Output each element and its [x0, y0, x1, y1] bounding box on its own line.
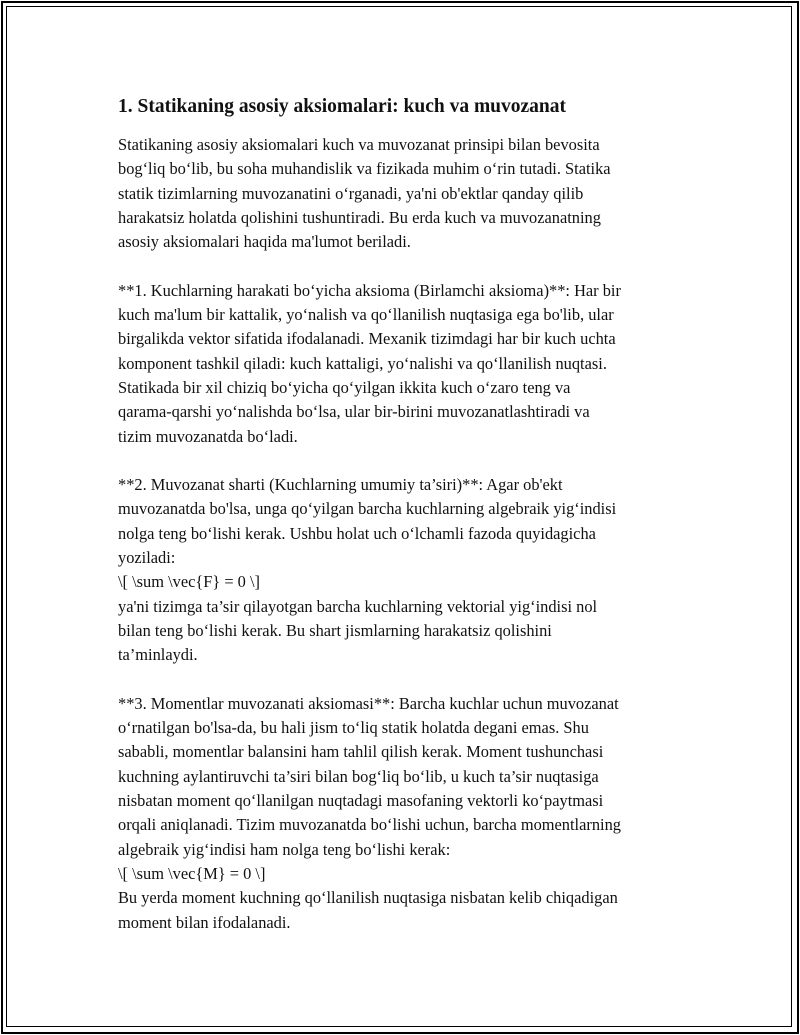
paragraph-intro: Statikaning asosiy aksiomalari kuch va muvozanat prinsipi bilan bevosita bog‘liq bo‘lib, bu soha muhandislik va fizikada muhim o‘rin tutadi. Statika statik tizimlarning muvozanatini o‘rganadi, ya'ni ob'ektlar qanday qilib harakatsiz holatda qolishini tushuntiradi. Bu erda kuch va muvozanatning asosiy aksiomalari haqida ma'lumot beriladi. — [118, 135, 611, 252]
paragraph-equilibrium-condition: **2. Muvozanat sharti (Kuchlarning umumiy ta’siri)**: Agar ob'ekt muvozanatda bo'lsa, unga qo‘yilgan barcha kuchlarning algebraik yig‘indisi nolga teng bo‘lishi kerak. Ushbu holat uch o‘lchamli fazoda quyidagicha yoziladi: \[ \sum \vec{F} = 0 \] ya'ni tizimga ta’sir qilayotgan barcha kuchlarning vektorial yig‘indisi nol bilan teng bo‘lishi kerak. Bu shart jismlarning harakatsiz qolishini ta’minlaydi. — [118, 475, 617, 665]
document-body — [118, 94, 688, 935]
paragraph-axiom-forces: **1. Kuchlarning harakati bo‘yicha aksioma (Birlamchi aksioma)**: Har bir kuch ma'lum bir kattalik, yo‘nalish va qo‘llanilish nuqtasiga ega bo'lib, ular birgalikda vektor sifatida ifodalanadi. Mexanik tizimdagi har bir kuch uchta komponent tashkil qiladi: kuch kattaligi, yo‘nalishi va qo‘llanilish nuqtasi. Statikada bir xil chiziq bo‘yicha qo‘yilgan ikkita kuch o‘zaro teng va qarama-qarshi yo‘nalishda bo‘lsa, ular bir-birini muvozanatlashtiradi va tizim muvozanatda bo‘ladi. — [118, 280, 621, 446]
document-title: 1. Statikaning asosiy aksiomalari: kuch va muvozanat — [118, 96, 567, 117]
paragraph-moment-equilibrium: **3. Momentlar muvozanati aksiomasi**: Barcha kuchlar uchun muvozanat o‘rnatilgan bo'lsa-da, bu hali jism to‘liq statik holatda degani emas. Shu sababli, momentlar balansini ham tahlil qilish kerak. Moment tushunchasi kuchning aylantiruvchi ta’siri bilan bog‘liq bo‘lib, u kuch ta’sir nuqtasiga nisbatan moment qo‘llanilgan nuqtadagi masofaning vektorli ko‘paytmasi orqali aniqlanadi. Tizim muvozanatda bo‘lishi uchun, barcha momentlarning algebraik yig‘indisi ham nolga teng bo‘lishi kerak: \[ \sum \vec{M} = 0 \] Bu yerda moment kuchning qo‘llanilish nuqtasiga nisbatan kelib chiqadigan moment bilan ifodalanadi. — [118, 693, 621, 932]
